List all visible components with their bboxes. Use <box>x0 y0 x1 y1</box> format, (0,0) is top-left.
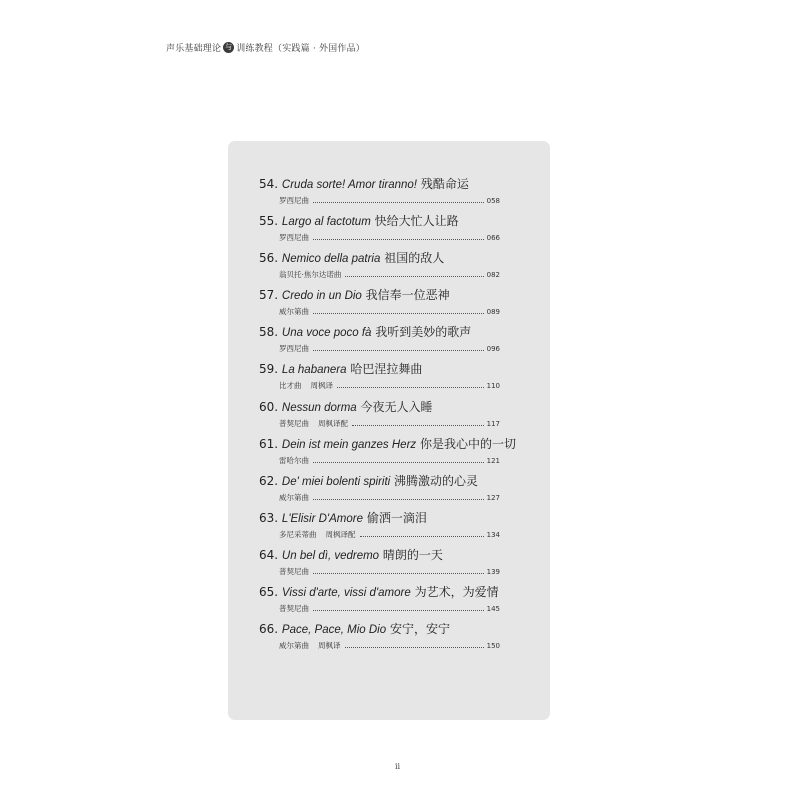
toc-entry-title-line <box>259 436 516 453</box>
toc-entry-title-line <box>259 213 459 230</box>
toc-entry[interactable] <box>259 287 499 324</box>
toc-entry-credit-line <box>279 380 500 392</box>
toc-entry-composer: 威尔第曲 <box>279 492 309 502</box>
toc-entry-page-number: 096 <box>486 345 500 354</box>
toc-entry-credit-line <box>279 640 500 652</box>
toc-entry-credit-line <box>279 492 500 504</box>
toc-entry-page-number: 089 <box>486 308 500 317</box>
header-book-title-part1: 声乐基础理论 <box>166 44 222 54</box>
toc-dot-leader <box>313 498 484 500</box>
toc-entry[interactable] <box>259 361 499 398</box>
toc-entry-original-title: Una voce poco fà <box>281 327 372 340</box>
toc-entry-credit-line <box>279 195 500 207</box>
toc-entry-credit-line <box>279 232 500 244</box>
toc-entry-page-number: 145 <box>486 605 500 614</box>
toc-entry-original-title: Nemico della patria <box>281 253 381 266</box>
toc-entry-number: 61. <box>259 436 279 451</box>
toc-entry-page-number: 150 <box>486 642 500 651</box>
toc-entry-number: 62. <box>259 473 279 488</box>
toc-entry-chinese-title: 安宁，安宁 <box>389 622 450 637</box>
toc-entry-page-number: 134 <box>486 530 500 539</box>
toc-entry-number: 65. <box>259 585 279 600</box>
toc-entry-chinese-title: 你是我心中的一切 <box>419 436 516 451</box>
toc-dot-leader <box>313 572 484 574</box>
toc-entry-page-number: 117 <box>486 419 500 428</box>
toc-entry-number: 57. <box>259 288 279 303</box>
header-book-title-part2: 训练教程（实践篇 · 外国作品） <box>236 44 365 54</box>
toc-dot-leader <box>345 275 483 277</box>
toc-entry-number: 64. <box>259 547 279 562</box>
toc-entry-chinese-title: 为艺术，为爱情 <box>414 585 499 600</box>
toc-entry-chinese-title: 沸腾激动的心灵 <box>394 473 479 488</box>
toc-entry-composer: 普契尼曲 <box>279 604 309 614</box>
toc-entry-original-title: Un bel dì, vedremo <box>281 549 380 562</box>
toc-entry-composer: 多尼采蒂曲 <box>279 529 317 539</box>
toc-entry[interactable] <box>259 324 499 361</box>
toc-entry-page-number: 082 <box>486 271 500 280</box>
toc-entry-number: 56. <box>259 251 279 266</box>
toc-entry-translator: 周枫译 <box>318 641 341 651</box>
header-and-badge: 与 <box>225 43 233 51</box>
toc-entry[interactable] <box>259 436 516 473</box>
toc-entry-chinese-title: 晴朗的一天 <box>382 547 443 562</box>
toc-entry-translator: 周枫译配 <box>318 418 348 428</box>
toc-entry-original-title: De' miei bolenti spiriti <box>281 475 391 488</box>
toc-entry[interactable] <box>259 176 499 213</box>
toc-entry-composer: 翁贝托·焦尔达诺曲 <box>279 270 342 280</box>
toc-entry-number: 59. <box>259 362 279 377</box>
toc-entry-credit-line <box>279 455 500 467</box>
toc-entry-title-line <box>259 250 444 267</box>
toc-entry-original-title: Largo al factotum <box>281 216 371 229</box>
toc-dot-leader <box>337 386 484 388</box>
toc-entry-credit-line <box>279 418 500 430</box>
toc-entry-page-number: 058 <box>486 197 500 205</box>
toc-entry-credit-line <box>279 269 500 281</box>
toc-entry-composer: 罗西尼曲 <box>279 233 309 243</box>
toc-entry[interactable] <box>259 213 499 250</box>
toc-entry-composer: 威尔第曲 <box>279 641 309 651</box>
toc-dot-leader <box>352 424 484 426</box>
toc-entry-number: 60. <box>259 399 279 414</box>
toc-entry[interactable] <box>259 547 499 584</box>
toc-entry-composer: 罗西尼曲 <box>279 344 309 354</box>
toc-entry-credit-line <box>279 603 500 615</box>
toc-entry-credit-line <box>279 306 500 318</box>
toc-entry-title-line <box>259 621 450 638</box>
toc-entry-page-number: 127 <box>486 493 500 502</box>
toc-entry-chinese-title: 哈巴涅拉舞曲 <box>350 362 423 377</box>
toc-entry[interactable] <box>259 399 499 436</box>
toc-entry-original-title: Cruda sorte! Amor tiranno! <box>281 179 417 191</box>
toc-entry-page-number: 121 <box>486 456 500 465</box>
toc-dot-leader <box>360 535 484 537</box>
toc-entry-chinese-title: 我信奉一位恶神 <box>365 288 450 303</box>
toc-entry-original-title: La habanera <box>281 364 347 377</box>
toc-entry-number: 66. <box>259 622 279 637</box>
toc-entry-chinese-title: 今夜无人入睡 <box>360 399 433 414</box>
toc-entry-original-title: Nessun dorma <box>281 401 357 414</box>
toc-entry[interactable] <box>259 621 499 658</box>
toc-entry-chinese-title: 偷洒一滴泪 <box>366 510 427 525</box>
toc-entry-original-title: L'Elisir D'Amore <box>281 512 363 525</box>
toc-entry-original-title: Pace, Pace, Mio Dio <box>281 624 387 637</box>
toc-entry-chinese-title: 快给大忙人让路 <box>374 214 459 229</box>
toc-entry[interactable] <box>259 584 499 621</box>
toc-entry-title-line <box>259 510 427 527</box>
toc-entry-translator: 周枫译 <box>310 381 333 391</box>
toc-entry-translator: 周枫译配 <box>325 529 356 539</box>
toc-entry-title-line <box>259 584 499 601</box>
page-number: ii <box>395 762 401 771</box>
toc-entry[interactable] <box>259 250 499 287</box>
toc-entry[interactable] <box>259 510 499 547</box>
toc-entry-chinese-title: 我听到美妙的歌声 <box>375 325 472 340</box>
toc-entry-original-title: Vissi d'arte, vissi d'amore <box>281 587 411 600</box>
toc-entry-original-title: Credo in un Dio <box>281 290 362 303</box>
toc-entry-chinese-title: 祖国的敌人 <box>384 251 445 266</box>
toc-entry-composer: 雷哈尔曲 <box>279 455 309 465</box>
toc-entry-number: 54. <box>259 177 279 191</box>
toc-entry-composer: 比才曲 <box>279 381 302 391</box>
toc-dot-leader <box>313 238 484 240</box>
toc-entry-title-line <box>259 473 478 490</box>
toc-dot-leader <box>313 349 484 351</box>
toc-entry-page-number: 110 <box>486 382 500 391</box>
toc-list <box>259 176 516 658</box>
toc-dot-leader <box>313 312 484 314</box>
toc-entry-number: 63. <box>259 510 279 525</box>
toc-entry-title-line <box>259 399 433 416</box>
toc-entry-title-line <box>259 287 450 304</box>
toc-entry-credit-line <box>279 343 500 355</box>
toc-entry-title-line <box>259 176 469 193</box>
toc-entry-chinese-title: 残酷命运 <box>420 177 469 191</box>
toc-dot-leader <box>313 609 484 611</box>
toc-entry-credit-line <box>279 529 500 541</box>
toc-entry-composer: 罗西尼曲 <box>279 196 309 205</box>
toc-entry-page-number: 139 <box>486 567 500 576</box>
toc-entry-number: 55. <box>259 214 279 229</box>
toc-dot-leader <box>345 646 484 648</box>
toc-entry-composer: 普契尼曲 <box>279 418 309 428</box>
toc-entry-page-number: 066 <box>486 234 500 243</box>
toc-entry-number: 58. <box>259 325 279 340</box>
toc-entry-title-line <box>259 547 443 564</box>
toc-entry-composer: 普契尼曲 <box>279 566 309 576</box>
toc-entry-original-title: Dein ist mein ganzes Herz <box>281 438 417 451</box>
running-header <box>166 41 365 54</box>
toc-entry[interactable] <box>259 473 499 510</box>
toc-dot-leader <box>313 201 484 203</box>
toc-entry-composer: 威尔第曲 <box>279 307 309 317</box>
table-of-contents-panel <box>228 141 550 720</box>
toc-dot-leader <box>313 461 484 463</box>
toc-entry-title-line <box>259 324 471 341</box>
toc-entry-credit-line <box>279 566 500 578</box>
toc-entry-title-line <box>259 361 422 378</box>
